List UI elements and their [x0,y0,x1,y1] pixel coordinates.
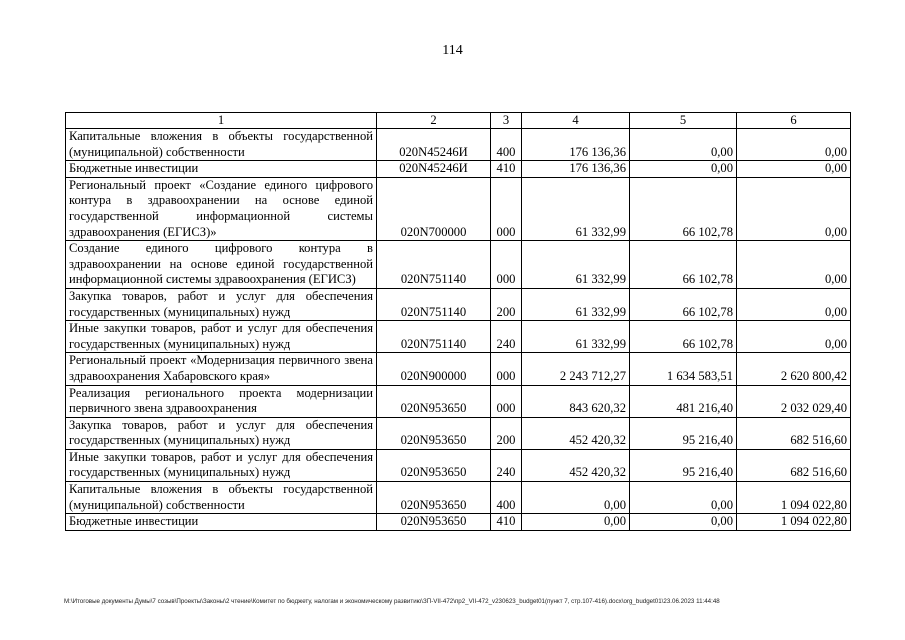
table-row [66,129,851,161]
row-target-code: 020N751140 [377,241,491,289]
row-expense-type: 000 [491,177,522,240]
row-expense-type: 240 [491,449,522,481]
budget-table [65,112,851,531]
row-target-code: 020N953650 [377,449,491,481]
row-value-col-4: 452 420,32 [522,449,630,481]
row-value-col-5: 0,00 [630,482,737,514]
row-expense-type: 240 [491,321,522,353]
table-row [66,514,851,531]
row-value-col-5: 66 102,78 [630,288,737,320]
row-value-col-5: 66 102,78 [630,241,737,289]
row-name: Создание единого цифрового контура в здравоохранении на основе единой государственной информационной системы здравоохранения (ЕГИСЗ) [66,241,377,289]
row-target-code: 020N953650 [377,514,491,531]
row-value-col-4: 61 332,99 [522,321,630,353]
header-col-6: 6 [737,113,851,129]
table-row [66,321,851,353]
row-target-code: 020N751140 [377,321,491,353]
row-target-code: 020N953650 [377,482,491,514]
row-value-col-5: 0,00 [630,161,737,178]
page-number: 114 [442,43,463,58]
row-value-col-6: 0,00 [737,241,851,289]
row-name: Региональный проект «Создание единого цифрового контура в здравоохранении на основе единой государственной информационной системы здравоохранения (ЕГИСЗ)» [66,177,377,240]
row-target-code: 020N45246И [377,129,491,161]
row-name: Иные закупки товаров, работ и услуг для обеспечения государственных (муниципальных) нужд [66,321,377,353]
row-expense-type: 000 [491,385,522,417]
row-value-col-4: 61 332,99 [522,288,630,320]
row-value-col-5: 66 102,78 [630,321,737,353]
row-name: Бюджетные инвестиции [66,161,377,178]
row-value-col-6: 1 094 022,80 [737,514,851,531]
row-expense-type: 000 [491,241,522,289]
row-target-code: 020N700000 [377,177,491,240]
row-value-col-5: 0,00 [630,129,737,161]
row-value-col-6: 0,00 [737,177,851,240]
table-row [66,449,851,481]
header-col-3: 3 [491,113,522,129]
row-value-col-5: 95 216,40 [630,449,737,481]
table-body [66,129,851,531]
row-expense-type: 400 [491,482,522,514]
row-expense-type: 410 [491,161,522,178]
row-value-col-5: 481 216,40 [630,385,737,417]
table-row [66,417,851,449]
table-row [66,177,851,240]
row-name: Капитальные вложения в объекты государственной (муниципальной) собственности [66,482,377,514]
table-row [66,482,851,514]
row-value-col-4: 2 243 712,27 [522,353,630,385]
table-row [66,161,851,178]
table-row [66,353,851,385]
header-col-2: 2 [377,113,491,129]
row-value-col-5: 0,00 [630,514,737,531]
row-expense-type: 200 [491,417,522,449]
row-target-code: 020N900000 [377,353,491,385]
table-row [66,385,851,417]
row-value-col-6: 0,00 [737,288,851,320]
row-value-col-6: 682 516,60 [737,449,851,481]
row-name: Бюджетные инвестиции [66,514,377,531]
row-target-code: 020N953650 [377,385,491,417]
row-name: Капитальные вложения в объекты государственной (муниципальной) собственности [66,129,377,161]
row-name: Закупка товаров, работ и услуг для обеспечения государственных (муниципальных) нужд [66,288,377,320]
row-value-col-6: 1 094 022,80 [737,482,851,514]
row-expense-type: 200 [491,288,522,320]
row-value-col-5: 95 216,40 [630,417,737,449]
table-header-row [66,113,851,129]
row-value-col-4: 61 332,99 [522,177,630,240]
row-expense-type: 000 [491,353,522,385]
row-value-col-6: 2 032 029,40 [737,385,851,417]
row-value-col-5: 66 102,78 [630,177,737,240]
header-col-5: 5 [630,113,737,129]
row-value-col-4: 452 420,32 [522,417,630,449]
row-value-col-6: 682 516,60 [737,417,851,449]
row-value-col-4: 843 620,32 [522,385,630,417]
row-name: Закупка товаров, работ и услуг для обеспечения государственных (муниципальных) нужд [66,417,377,449]
header-col-4: 4 [522,113,630,129]
row-name: Реализация регионального проекта модернизации первичного звена здравоохранения [66,385,377,417]
row-value-col-5: 1 634 583,51 [630,353,737,385]
row-value-col-6: 0,00 [737,161,851,178]
header-col-1: 1 [66,113,377,129]
row-target-code: 020N953650 [377,417,491,449]
row-target-code: 020N751140 [377,288,491,320]
row-expense-type: 410 [491,514,522,531]
table-row [66,288,851,320]
row-value-col-4: 176 136,36 [522,161,630,178]
file-path-footer: M:\Итоговые документы Думы\7 созыв\Проекты\Законы\2 чтение\Комитет по бюджету, налогам и экономическому развитию\ЗП-VII-472\пр2_VII-472_v230623_budget01(пункт 7, стр.107-416).docx\org_budget01\23.06.2023 11:44:48 [64,598,720,605]
row-value-col-4: 176 136,36 [522,129,630,161]
table-row [66,241,851,289]
row-target-code: 020N45246И [377,161,491,178]
row-value-col-4: 61 332,99 [522,241,630,289]
row-value-col-4: 0,00 [522,514,630,531]
row-expense-type: 400 [491,129,522,161]
row-value-col-6: 0,00 [737,321,851,353]
row-value-col-4: 0,00 [522,482,630,514]
row-name: Региональный проект «Модернизация первичного звена здравоохранения Хабаровского края» [66,353,377,385]
row-value-col-6: 2 620 800,42 [737,353,851,385]
row-value-col-6: 0,00 [737,129,851,161]
row-name: Иные закупки товаров, работ и услуг для обеспечения государственных (муниципальных) нужд [66,449,377,481]
